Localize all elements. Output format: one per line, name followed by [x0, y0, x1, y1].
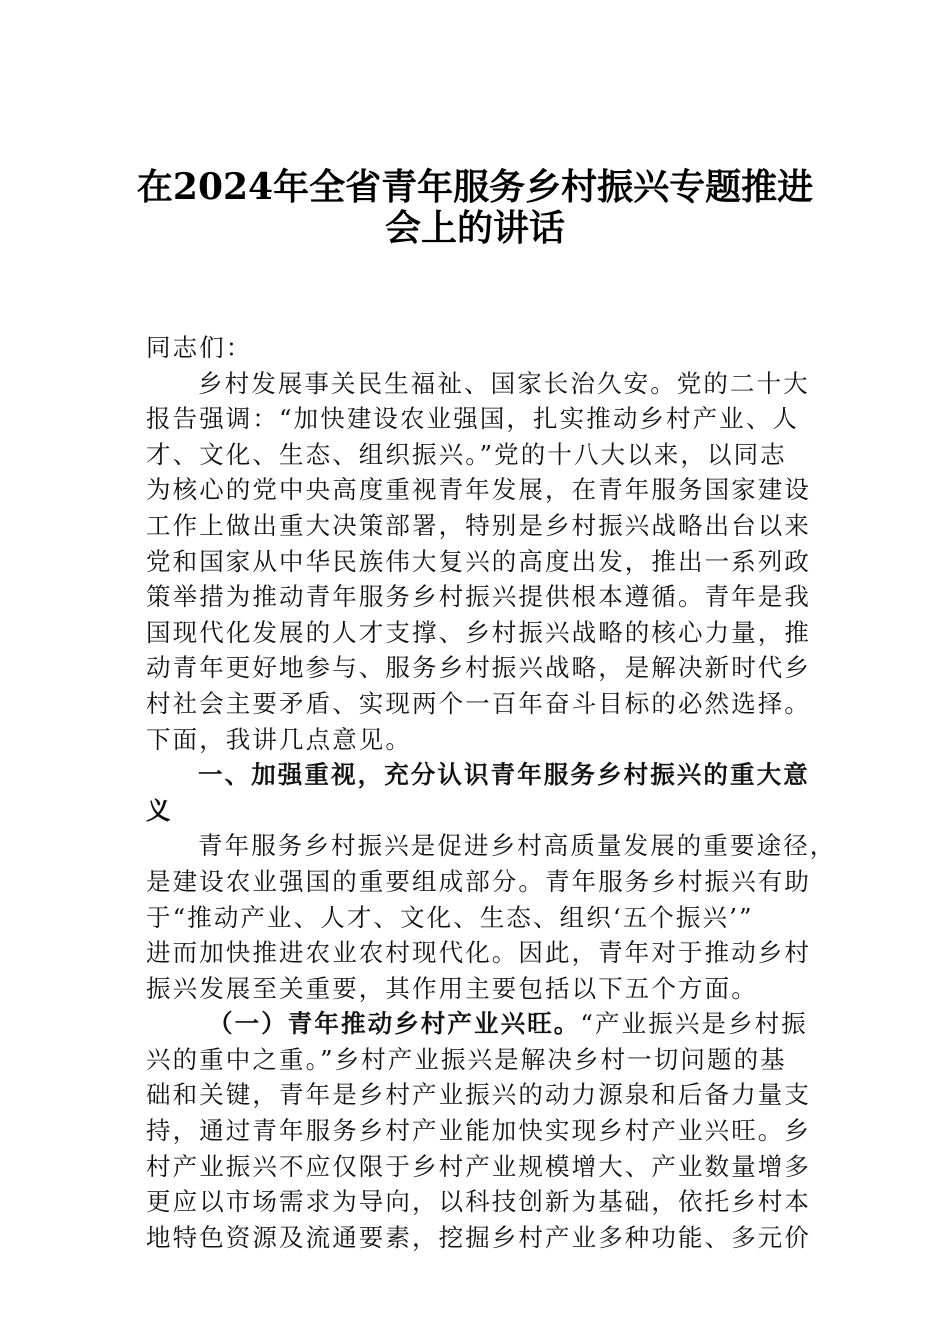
paragraph-line: 乡村发展事关民生福祉、国家长治久安。党的二十大 [198, 368, 810, 398]
paragraph-line: 更应以市场需求为导向，以科技创新为基础，依托乡村本 [146, 1187, 811, 1217]
document-title-line-2: 会上的讲话 [384, 207, 565, 249]
paragraph-line: 为核心的党中央高度重视青年发展，在青年服务国家建设 [146, 475, 811, 505]
paragraph-line: 党和国家从中华民族伟大复兴的高度出发，推出一系列政 [146, 546, 811, 576]
subsection-heading: （一）青年推动乡村产业兴旺。 [208, 1009, 581, 1039]
paragraph-line: 策举措为推动青年服务乡村振兴提供根本遵循。青年是我 [146, 582, 811, 612]
paragraph-line: 进而加快推进农业农村现代化。因此，青年对于推动乡村 [146, 938, 811, 968]
paragraph-line: 动青年更好地参与、服务乡村振兴战略，是解决新时代乡 [146, 653, 811, 683]
paragraph-line: 振兴发展至关重要，其作用主要包括以下五个方面。 [146, 973, 758, 1003]
paragraph-line: 于“推动产业、人才、文化、生态、组织‘五个振兴’” [146, 902, 754, 932]
paragraph-line: 是建设农业强国的重要组成部分。青年服务乡村振兴有助 [146, 866, 811, 896]
paragraph-line: 青年服务乡村振兴是促进乡村高质量发展的重要途径， [198, 831, 837, 861]
paragraph-line: 兴的重中之重。”乡村产业振兴是解决乡村一切问题的基 [146, 1044, 787, 1074]
paragraph-line: 村产业振兴不应仅限于乡村产业规模增大、产业数量增多 [146, 1151, 811, 1181]
paragraph-line: 下面，我讲几点意见。 [146, 724, 412, 754]
salutation: 同志们： [146, 333, 253, 362]
section-heading: 一、加强重视，充分认识青年服务乡村振兴的重大意 [198, 760, 810, 790]
paragraph-line: 国现代化发展的人才支撑、乡村振兴战略的核心力量，推 [146, 617, 811, 647]
paragraph-line: 工作上做出重大决策部署，特别是乡村振兴战略出台以来 [146, 510, 811, 540]
paragraph-line: 村社会主要矛盾、实现两个一百年奋斗目标的必然选择。 [146, 688, 811, 718]
subsection-line [146, 1006, 810, 1042]
paragraph-line: 才、文化、生态、组织振兴。”党的十八大以来，以同志 [146, 439, 787, 469]
document-title-line-1: 在2024年全省青年服务乡村振兴专题推进 [136, 166, 814, 208]
document-body [146, 330, 837, 1255]
paragraph-line: 地特色资源及流通要素，挖掘乡村产业多种功能、多元价 [146, 1222, 811, 1252]
subsection-text: “产业振兴是乡村振 [580, 1009, 808, 1039]
paragraph-line: 础和关键，青年是乡村产业振兴的动力源泉和后备力量支 [146, 1080, 811, 1110]
section-heading-continued: 义 [146, 795, 173, 825]
paragraph-line: 持，通过青年服务乡村产业能加快实现乡村产业兴旺。乡 [146, 1116, 811, 1146]
paragraph-line: 报告强调：“加快建设农业强国，扎实推动乡村产业、人 [146, 404, 800, 434]
